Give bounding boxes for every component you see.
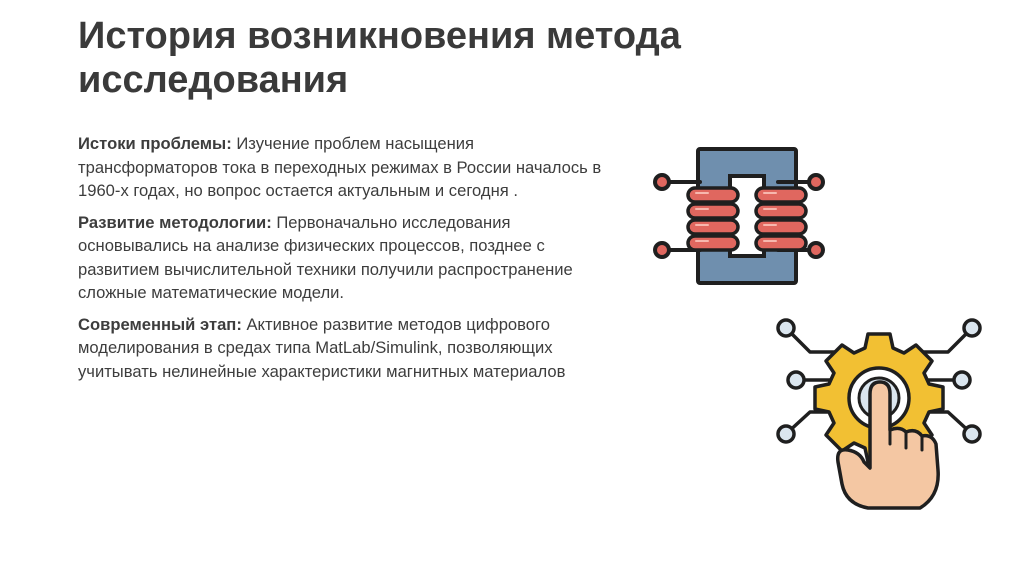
slide-body bbox=[78, 132, 618, 391]
paragraph-text: Первоначально исследования основывались на анализе физических процессов, позднее с развитием вычислительной техники получили распространение сложные математические модели. bbox=[78, 212, 573, 302]
paragraph-label: Истоки проблемы: bbox=[78, 134, 232, 153]
paragraph-text: Изучение проблем насыщения трансформаторов тока в переходных режимах в России началось в 1960-х годах, но вопрос остается актуальным и сегодня . bbox=[78, 134, 602, 200]
paragraph-origins bbox=[78, 132, 618, 203]
paragraph-modern-stage bbox=[78, 313, 618, 384]
paragraph-label: Современный этап: bbox=[78, 314, 242, 334]
transformer-icon bbox=[648, 140, 828, 292]
paragraph-label: Развитие методологии: bbox=[78, 212, 272, 232]
slide-title: История возникновения метода исследования bbox=[78, 15, 681, 101]
paragraph-methodology bbox=[78, 211, 618, 305]
paragraph-text: Активное развитие методов цифрового моделирования в средах типа MatLab/Simulink, позволяющих учитывать нелинейные характеристики магнитных материалов bbox=[78, 314, 566, 381]
gear-touch-icon bbox=[776, 312, 982, 518]
